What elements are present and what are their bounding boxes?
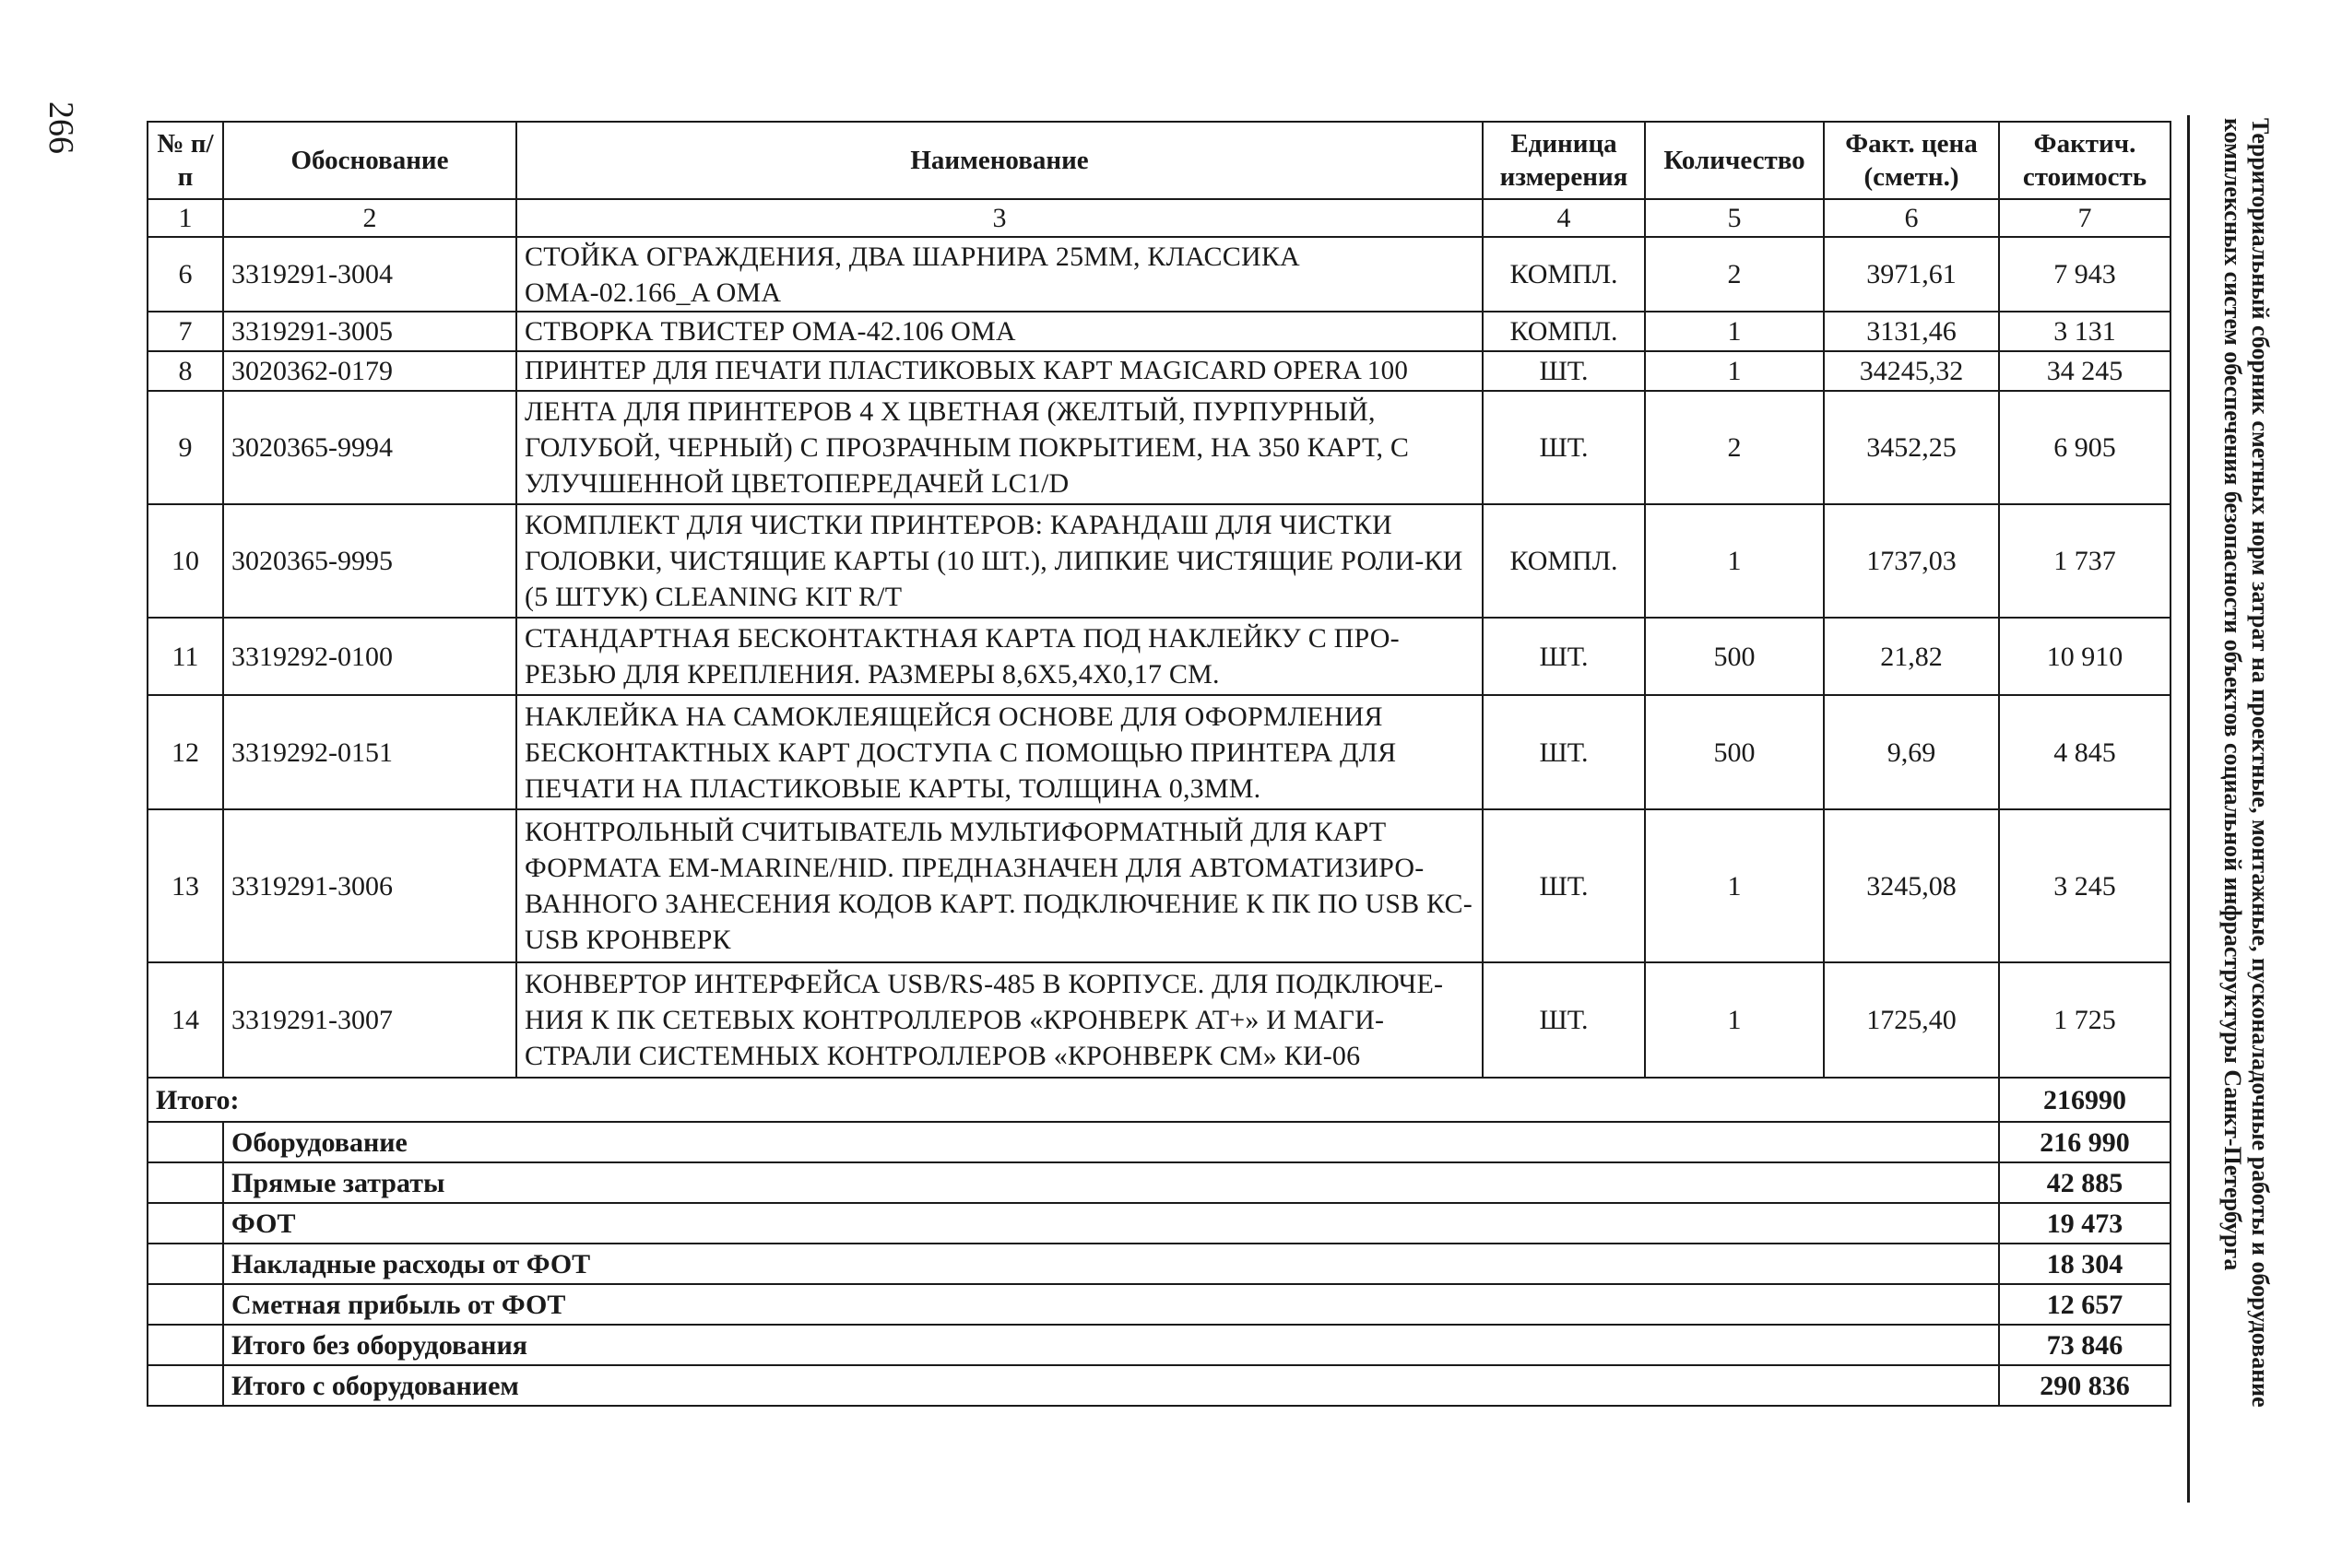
table-row (148, 809, 2170, 962)
table-header-row (148, 122, 2170, 199)
row-basis: 3319291-3005 (223, 312, 516, 351)
header-unit: Единица измерения (1483, 122, 1645, 199)
summary-row (148, 1325, 2170, 1365)
row-qty: 2 (1645, 391, 1824, 504)
header-qty: Количество (1645, 122, 1824, 199)
row-qty: 1 (1645, 504, 1824, 618)
table-row (148, 237, 2170, 312)
row-cost: 34 245 (1999, 351, 2170, 391)
row-no: 10 (148, 504, 223, 618)
column-number: 2 (223, 199, 516, 237)
row-unit: ШТ. (1483, 809, 1645, 962)
row-no: 6 (148, 237, 223, 312)
row-name: НАКЛЕЙКА НА САМОКЛЕЯЩЕЙСЯ ОСНОВЕ ДЛЯ ОФОРМЛЕНИЯ БЕСКОНТАКТНЫХ КАРТ ДОСТУПА С ПОМОЩЬЮ ПРИНТЕРА ДЛЯ ПЕЧАТИ НА ПЛАСТИКОВЫЕ КАРТЫ, ТОЛЩИНА 0,3ММ. (516, 695, 1483, 809)
page-number: 266 (41, 101, 80, 154)
summary-spacer (148, 1284, 223, 1325)
table-row (148, 504, 2170, 618)
row-unit: ШТ. (1483, 351, 1645, 391)
summary-label: ФОТ (223, 1203, 1999, 1244)
summary-label: Накладные расходы от ФОТ (223, 1244, 1999, 1284)
row-name: СТАНДАРТНАЯ БЕСКОНТАКТНАЯ КАРТА ПОД НАКЛЕЙКУ С ПРО-РЕЗЬЮ ДЛЯ КРЕПЛЕНИЯ. РАЗМЕРЫ 8,6Х5,4Х0,17 СМ. (516, 618, 1483, 695)
row-price: 3971,61 (1824, 237, 1999, 312)
row-basis: 3319291-3004 (223, 237, 516, 312)
header-basis: Обоснование (223, 122, 516, 199)
header-price: Факт. цена (сметн.) (1824, 122, 1999, 199)
row-qty: 500 (1645, 618, 1824, 695)
row-basis: 3319291-3007 (223, 962, 516, 1078)
summary-row (148, 1284, 2170, 1325)
total-row (148, 1078, 2170, 1122)
table-row (148, 618, 2170, 695)
row-cost: 7 943 (1999, 237, 2170, 312)
summary-row (148, 1365, 2170, 1406)
summary-spacer (148, 1162, 223, 1203)
side-title (2218, 118, 2274, 1408)
row-no: 7 (148, 312, 223, 351)
table-row (148, 391, 2170, 504)
row-name: СТОЙКА ОГРАЖДЕНИЯ, ДВА ШАРНИРА 25ММ, КЛАССИКА ОМА-02.166_A ОМА (516, 237, 1483, 312)
row-basis: 3319291-3006 (223, 809, 516, 962)
column-number: 6 (1824, 199, 1999, 237)
row-no: 11 (148, 618, 223, 695)
row-cost: 3 131 (1999, 312, 2170, 351)
side-rule (2187, 115, 2190, 1503)
row-price: 21,82 (1824, 618, 1999, 695)
summary-row (148, 1122, 2170, 1162)
row-name: ПРИНТЕР ДЛЯ ПЕЧАТИ ПЛАСТИКОВЫХ КАРТ MAGICARD OPERA 100 (516, 351, 1483, 391)
summary-value: 18 304 (1999, 1244, 2170, 1284)
column-number: 3 (516, 199, 1483, 237)
column-number: 4 (1483, 199, 1645, 237)
row-price: 3452,25 (1824, 391, 1999, 504)
row-no: 9 (148, 391, 223, 504)
row-cost: 1 725 (1999, 962, 2170, 1078)
summary-row (148, 1162, 2170, 1203)
row-qty: 1 (1645, 351, 1824, 391)
row-name: СТВОРКА ТВИСТЕР ОМА-42.106 ОМА (516, 312, 1483, 351)
row-no: 13 (148, 809, 223, 962)
table-row (148, 351, 2170, 391)
side-title-line-1: Территориальный сборник сметных норм затрат на проектные, монтажные, пусконаладочные работы и оборудование (2247, 118, 2274, 1408)
summary-value: 42 885 (1999, 1162, 2170, 1203)
column-number: 1 (148, 199, 223, 237)
row-cost: 4 845 (1999, 695, 2170, 809)
row-basis: 3020365-9995 (223, 504, 516, 618)
row-price: 3131,46 (1824, 312, 1999, 351)
row-qty: 500 (1645, 695, 1824, 809)
summary-spacer (148, 1365, 223, 1406)
table-row (148, 962, 2170, 1078)
row-price: 1725,40 (1824, 962, 1999, 1078)
row-qty: 2 (1645, 237, 1824, 312)
summary-label: Оборудование (223, 1122, 1999, 1162)
row-name: КОНТРОЛЬНЫЙ СЧИТЫВАТЕЛЬ МУЛЬТИФОРМАТНЫЙ ДЛЯ КАРТ ФОРМАТА EM-MARINE/HID. ПРЕДНАЗНАЧЕН ДЛЯ АВТОМАТИЗИРО-ВАННОГО ЗАНЕСЕНИЯ КОДОВ КАРТ. ПОДКЛЮЧЕНИЕ К ПК ПО USB КС-USB КРОНВЕРК (516, 809, 1483, 962)
row-price: 9,69 (1824, 695, 1999, 809)
row-no: 8 (148, 351, 223, 391)
row-cost: 1 737 (1999, 504, 2170, 618)
row-unit: ШТ. (1483, 391, 1645, 504)
row-name: ЛЕНТА ДЛЯ ПРИНТЕРОВ 4 Х ЦВЕТНАЯ (ЖЕЛТЫЙ, ПУРПУРНЫЙ, ГОЛУБОЙ, ЧЕРНЫЙ) С ПРОЗРАЧНЫМ ПОКРЫТИЕМ, НА 350 КАРТ, С УЛУЧШЕННОЙ ЦВЕТОПЕРЕДАЧЕЙ LC1/D (516, 391, 1483, 504)
row-basis: 3020365-9994 (223, 391, 516, 504)
row-price: 3245,08 (1824, 809, 1999, 962)
summary-value: 12 657 (1999, 1284, 2170, 1325)
row-cost: 6 905 (1999, 391, 2170, 504)
row-name: КОМПЛЕКТ ДЛЯ ЧИСТКИ ПРИНТЕРОВ: КАРАНДАШ ДЛЯ ЧИСТКИ ГОЛОВКИ, ЧИСТЯЩИЕ КАРТЫ (10 ШТ.), ЛИПКИЕ ЧИСТЯЩИЕ РОЛИ-КИ (5 ШТУК) CLEANING KIT R/T (516, 504, 1483, 618)
summary-spacer (148, 1203, 223, 1244)
row-qty: 1 (1645, 809, 1824, 962)
table-row (148, 312, 2170, 351)
row-no: 14 (148, 962, 223, 1078)
total-label: Итого: (148, 1078, 1999, 1122)
row-unit: ШТ. (1483, 618, 1645, 695)
summary-spacer (148, 1325, 223, 1365)
row-unit: КОМПЛ. (1483, 312, 1645, 351)
row-unit: ШТ. (1483, 695, 1645, 809)
row-price: 1737,03 (1824, 504, 1999, 618)
row-unit: ШТ. (1483, 962, 1645, 1078)
row-name: КОНВЕРТОР ИНТЕРФЕЙСА USB/RS-485 В КОРПУСЕ. ДЛЯ ПОДКЛЮЧЕ-НИЯ К ПК СЕТЕВЫХ КОНТРОЛЛЕРОВ «КРОНВЕРК AT+» И МАГИ-СТРАЛИ СИСТЕМНЫХ КОНТРОЛЛЕРОВ «КРОНВЕРК СМ» КИ-06 (516, 962, 1483, 1078)
table-row (148, 695, 2170, 809)
estimate-table (147, 121, 2171, 1407)
summary-value: 290 836 (1999, 1365, 2170, 1406)
row-unit: КОМПЛ. (1483, 504, 1645, 618)
header-cost: Фактич. стоимость (1999, 122, 2170, 199)
summary-spacer (148, 1244, 223, 1284)
row-cost: 3 245 (1999, 809, 2170, 962)
summary-row (148, 1244, 2170, 1284)
row-qty: 1 (1645, 312, 1824, 351)
column-number: 7 (1999, 199, 2170, 237)
column-number: 5 (1645, 199, 1824, 237)
summary-value: 19 473 (1999, 1203, 2170, 1244)
row-unit: КОМПЛ. (1483, 237, 1645, 312)
summary-label: Итого без оборудования (223, 1325, 1999, 1365)
row-basis: 3319292-0100 (223, 618, 516, 695)
summary-row (148, 1203, 2170, 1244)
summary-label: Прямые затраты (223, 1162, 1999, 1203)
row-no: 12 (148, 695, 223, 809)
summary-label: Сметная прибыль от ФОТ (223, 1284, 1999, 1325)
summary-value: 73 846 (1999, 1325, 2170, 1365)
row-price: 34245,32 (1824, 351, 1999, 391)
total-value: 216990 (1999, 1078, 2170, 1122)
summary-value: 216 990 (1999, 1122, 2170, 1162)
side-title-line-2: комплексных систем обеспечения безопасности объектов социальной инфраструктуры Санкт-Петербурга (2219, 118, 2246, 1271)
summary-label: Итого с оборудованием (223, 1365, 1999, 1406)
header-no: № п/п (148, 122, 223, 199)
header-name: Наименование (516, 122, 1483, 199)
column-number-row (148, 199, 2170, 237)
row-qty: 1 (1645, 962, 1824, 1078)
row-cost: 10 910 (1999, 618, 2170, 695)
row-basis: 3020362-0179 (223, 351, 516, 391)
summary-spacer (148, 1122, 223, 1162)
row-basis: 3319292-0151 (223, 695, 516, 809)
